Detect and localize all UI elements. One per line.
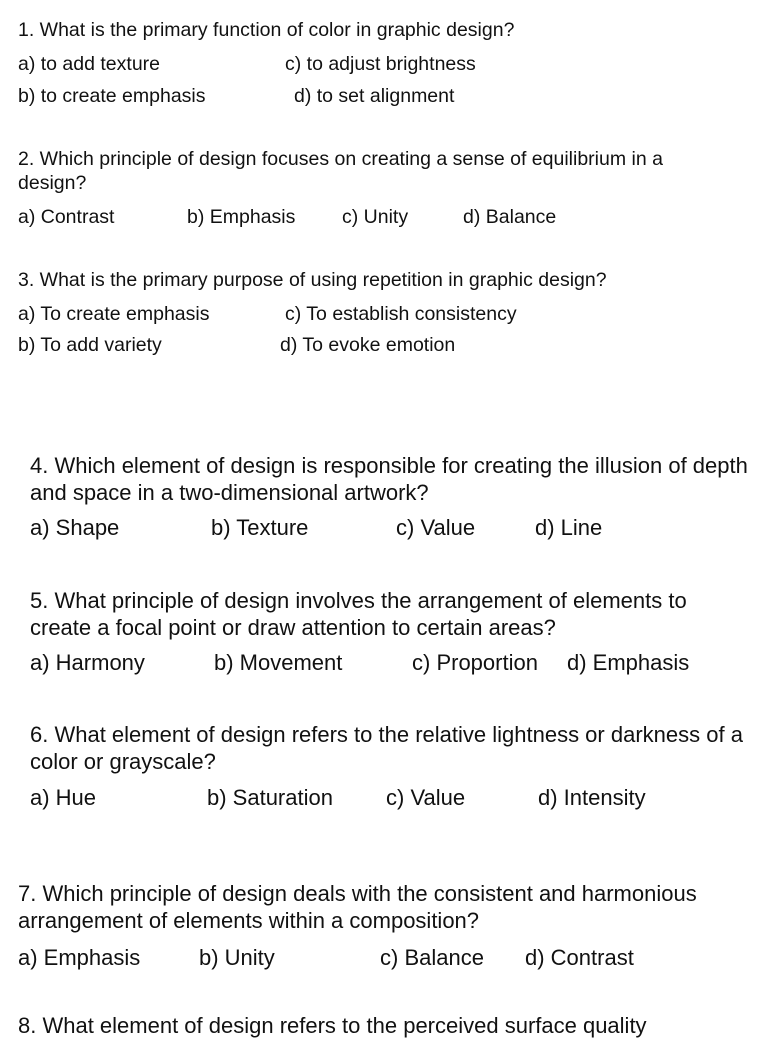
question-8-text: 8. What element of design refers to the perceived surface quality (18, 1013, 647, 1038)
question-6 (30, 721, 760, 810)
question-6-option-c: c) Value (386, 785, 466, 810)
question-3-option-b: b) To add variety (18, 334, 162, 356)
question-4-option-b: b) Texture (211, 515, 309, 540)
question-2-option-b: b) Emphasis (187, 206, 296, 228)
question-8 (18, 1012, 758, 1039)
question-7-option-d: d) Contrast (525, 945, 634, 970)
question-1-text: 1. What is the primary function of color in graphic design? (18, 19, 515, 41)
question-3 (18, 268, 738, 356)
question-5-option-d: d) Emphasis (567, 650, 690, 675)
question-2-option-c: c) Unity (342, 206, 409, 228)
question-4-option-d: d) Line (535, 515, 603, 540)
question-1-option-a: a) to add texture (18, 53, 161, 75)
question-3-text: 3. What is the primary purpose of using repetition in graphic design? (18, 269, 607, 291)
question-2-option-d: d) Balance (463, 206, 557, 228)
question-7-option-b: b) Unity (199, 945, 275, 970)
question-6-option-b: b) Saturation (207, 785, 333, 810)
question-6-option-a: a) Hue (30, 785, 97, 810)
question-4-option-c: c) Value (396, 515, 476, 540)
question-5 (30, 587, 750, 675)
question-2 (18, 147, 718, 228)
question-5-text: 5. What principle of design involves the arrangement of elements to create a focal point or draw attention to certain areas? (30, 588, 687, 640)
question-1-option-d: d) to set alignment (294, 85, 455, 107)
question-7-option-c: c) Balance (380, 945, 484, 970)
question-1 (18, 18, 738, 107)
question-5-option-a: a) Harmony (30, 650, 145, 675)
question-7-option-a: a) Emphasis (18, 945, 141, 970)
question-4 (30, 452, 750, 540)
question-4-text: 4. Which element of design is responsible for creating the illusion of depth and space in a two-dimensional artwork? (30, 453, 748, 505)
question-3-option-d: d) To evoke emotion (280, 334, 456, 356)
question-7 (18, 880, 758, 970)
question-5-option-b: b) Movement (214, 650, 343, 675)
question-5-option-c: c) Proportion (412, 650, 538, 675)
question-6-text: 6. What element of design refers to the relative lightness or darkness of a color or grayscale? (30, 722, 743, 774)
question-2-text: 2. Which principle of design focuses on creating a sense of equilibrium in a design? (18, 148, 663, 194)
question-3-option-c: c) To establish consistency (285, 303, 517, 325)
question-7-text: 7. Which principle of design deals with the consistent and harmonious arrangement of elements within a composition? (18, 881, 697, 933)
question-1-option-c: c) to adjust brightness (285, 53, 476, 75)
question-4-option-a: a) Shape (30, 515, 120, 540)
question-1-option-b: b) to create emphasis (18, 85, 206, 107)
question-3-option-a: a) To create emphasis (18, 303, 210, 325)
question-2-option-a: a) Contrast (18, 206, 115, 228)
question-6-option-d: d) Intensity (538, 785, 646, 810)
